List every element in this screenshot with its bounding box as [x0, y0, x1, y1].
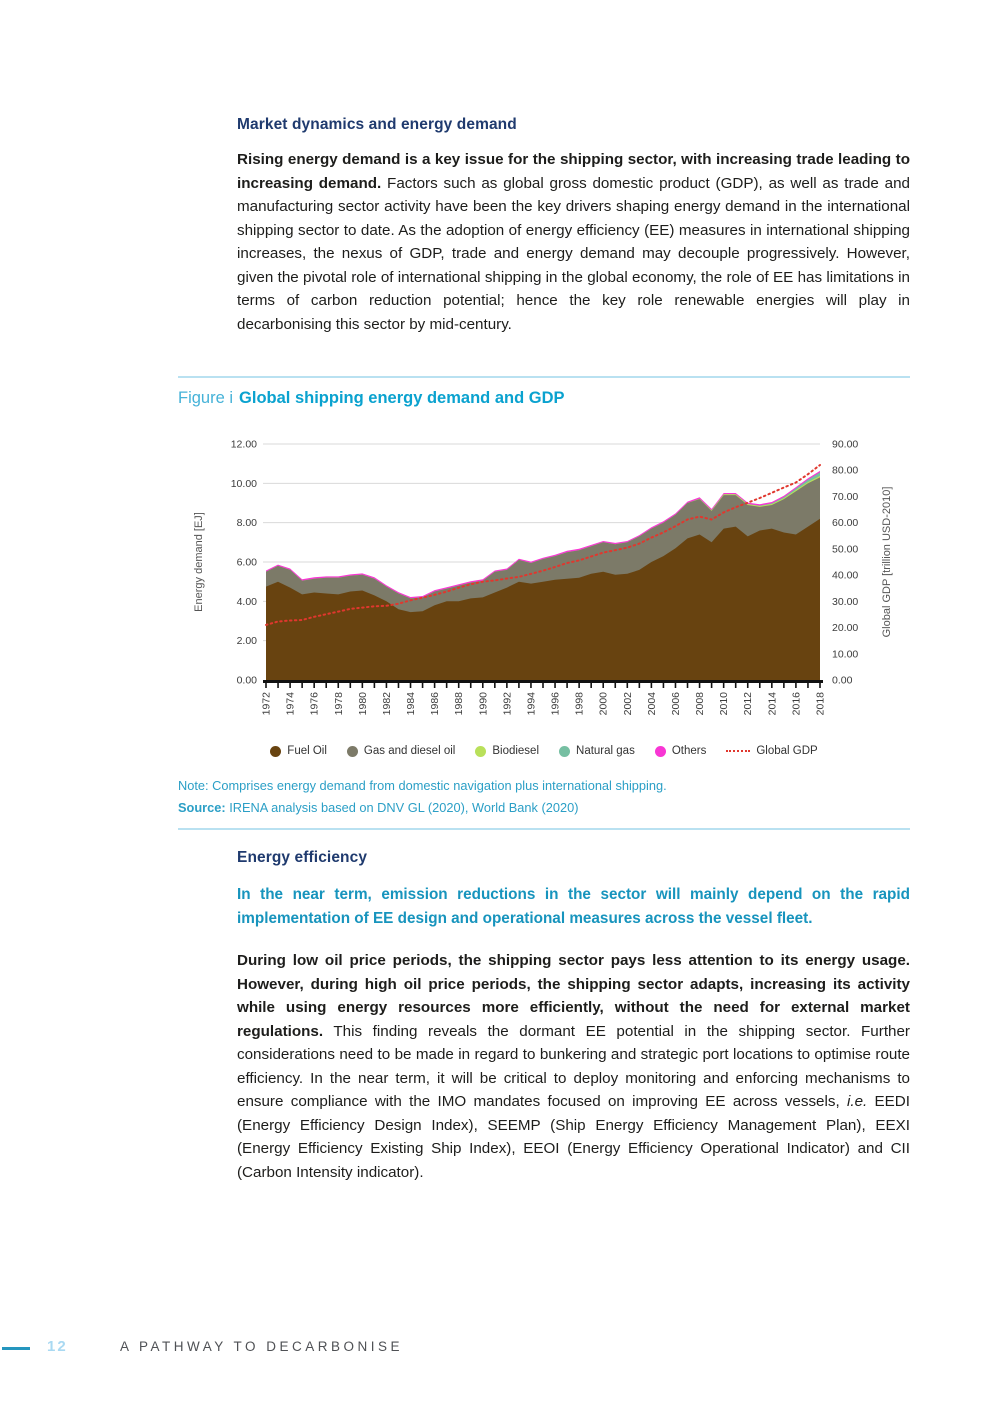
svg-text:2018: 2018: [814, 692, 827, 716]
svg-text:2016: 2016: [790, 692, 803, 716]
svg-text:80.00: 80.00: [832, 464, 859, 477]
svg-text:10.00: 10.00: [832, 648, 859, 661]
paragraph-rest: Factors such as global gross domestic product (GDP), as well as trade and manufacturing sector activity have been the key drivers shaping energy demand in the international shipping sector to date. As the adoption of energy efficiency (EE) measures in international shipping increases, the nexus of GDP, trade and energy demand may decouple progressively. However, given the pivotal role of international shipping in the global economy, the role of EE has limitations in terms of carbon reduction potential; hence the key role renewable energies will play in decarbonising this sector by mid-century.: [237, 174, 910, 333]
figure-source: [178, 799, 910, 816]
figure-caption: [178, 388, 910, 408]
section-heading: Energy efficiency: [237, 849, 368, 866]
svg-text:1990: 1990: [477, 692, 490, 716]
legend-swatch-icon: [475, 746, 486, 757]
svg-text:1994: 1994: [525, 692, 538, 716]
area-fuel-oil: [266, 519, 820, 680]
legend-item-others: [655, 745, 707, 757]
svg-text:50.00: 50.00: [832, 543, 859, 556]
svg-text:4.00: 4.00: [236, 595, 257, 608]
figure-label: Figure i: [178, 389, 234, 407]
legend-item-gas-and-diesel-oil: [347, 745, 455, 757]
svg-text:2006: 2006: [669, 692, 682, 716]
svg-text:0.00: 0.00: [832, 674, 853, 687]
legend-swatch-icon: [270, 746, 281, 757]
source-label: Source:: [178, 800, 226, 815]
highlight-paragraph: In the near term, emission reductions in the sector will mainly depend on the rapid implementation of EE design and operational measures across the vessel fleet.: [237, 886, 910, 927]
svg-text:2000: 2000: [597, 692, 610, 716]
svg-text:0.00: 0.00: [236, 674, 257, 687]
svg-text:10.00: 10.00: [230, 477, 257, 490]
page-number: 12: [47, 1338, 68, 1355]
figure-note: Note: Comprises energy demand from domestic navigation plus international shipping.: [178, 778, 667, 793]
divider-rule-top: [178, 376, 910, 378]
svg-text:2012: 2012: [742, 692, 755, 716]
svg-text:1978: 1978: [332, 692, 345, 716]
legend-item-fuel-oil: [270, 745, 327, 757]
svg-text:1988: 1988: [453, 692, 466, 716]
svg-text:1982: 1982: [380, 692, 393, 716]
svg-text:1980: 1980: [356, 692, 369, 716]
paragraph-end: EEDI (Energy Efficiency Design Index), SEEMP (Ship Energy Efficiency Management Plan), EEXI (Energy Efficiency Existing Ship Index), EEOI (Energy Efficiency Operational Indicator) and CII (Carbon Intensity indicator).: [237, 1093, 910, 1181]
legend-label: Others: [671, 745, 707, 757]
figure-chart: [178, 434, 910, 739]
svg-text:1972: 1972: [260, 692, 273, 716]
svg-text:1998: 1998: [573, 692, 586, 716]
section-market-dynamics: [237, 116, 910, 336]
paragraph: [237, 949, 910, 1184]
svg-text:8.00: 8.00: [236, 517, 257, 530]
svg-text:2008: 2008: [694, 692, 707, 716]
svg-text:2010: 2010: [718, 692, 731, 716]
svg-text:20.00: 20.00: [832, 622, 859, 635]
paragraph-lead-bold: During low oil price periods, the shipping sector pays less attention to its energy usage. However, during high oil price periods, the shipping sector adapts, increasing its activity while using energy resources more efficiently, without the need for external market regulations.: [237, 952, 910, 1040]
svg-text:1986: 1986: [429, 692, 442, 716]
figure-name: Global shipping energy demand and GDP: [239, 389, 565, 407]
svg-text:2.00: 2.00: [236, 635, 257, 648]
svg-text:2004: 2004: [645, 692, 658, 716]
page-footer: [0, 1337, 992, 1361]
legend-swatch-icon: [347, 746, 358, 757]
legend-item-natural-gas: [559, 745, 635, 757]
footer-title: A PATHWAY TO DECARBONISE: [120, 1339, 404, 1354]
paragraph: [237, 148, 910, 336]
svg-text:1984: 1984: [405, 692, 418, 716]
legend-dotted-line-icon: [726, 750, 750, 752]
legend-swatch-icon: [559, 746, 570, 757]
svg-text:Energy demand [EJ]: Energy demand [EJ]: [193, 512, 205, 612]
source-text: IRENA analysis based on DNV GL (2020), World Bank (2020): [225, 800, 579, 815]
legend-label: Gas and diesel oil: [363, 745, 456, 757]
svg-text:90.00: 90.00: [832, 438, 859, 451]
svg-text:2014: 2014: [766, 692, 779, 716]
legend-label: Natural gas: [576, 745, 635, 757]
paragraph-mid: This finding reveals the dormant EE potential in the shipping sector. Further considerations need to be made in regard to bunkering and strategic port locations to optimise route efficiency. In the near term, it will be critical to deploy monitoring and enforcing mechanisms to ensure compliance with the IMO mandates focused on improving EE across vessels,: [237, 1022, 910, 1110]
svg-text:1996: 1996: [549, 692, 562, 716]
svg-text:40.00: 40.00: [832, 569, 859, 582]
svg-text:30.00: 30.00: [832, 595, 859, 608]
section-energy-efficiency: [237, 849, 910, 1184]
svg-text:2002: 2002: [621, 692, 634, 716]
svg-text:60.00: 60.00: [832, 517, 859, 530]
divider-rule-bottom: [178, 828, 910, 830]
footer-accent-line: [2, 1347, 30, 1350]
svg-text:6.00: 6.00: [236, 556, 257, 569]
legend-swatch-icon: [655, 746, 666, 757]
svg-text:1992: 1992: [501, 692, 514, 716]
svg-text:70.00: 70.00: [832, 490, 859, 503]
svg-text:Global GDP [trillion USD-2010]: Global GDP [trillion USD-2010]: [881, 486, 893, 638]
legend-label: Global GDP: [756, 745, 818, 757]
svg-text:1974: 1974: [284, 692, 297, 716]
x-axis: [263, 680, 823, 683]
chart-legend: [178, 745, 910, 757]
legend-label: Biodiesel: [492, 745, 540, 757]
legend-item-global-gdp: [726, 745, 817, 757]
legend-label: Fuel Oil: [287, 745, 327, 757]
legend-item-biodiesel: [475, 745, 539, 757]
figure-block: [178, 388, 910, 816]
svg-text:12.00: 12.00: [230, 438, 257, 451]
chart-svg: [178, 434, 910, 734]
section-heading: Market dynamics and energy demand: [237, 116, 517, 133]
paragraph-lead-bold: Rising energy demand is a key issue for the shipping sector, with increasing trade leading to increasing demand.: [237, 151, 910, 192]
paragraph-italic: i.e.: [846, 1093, 868, 1110]
svg-text:1976: 1976: [308, 692, 321, 716]
